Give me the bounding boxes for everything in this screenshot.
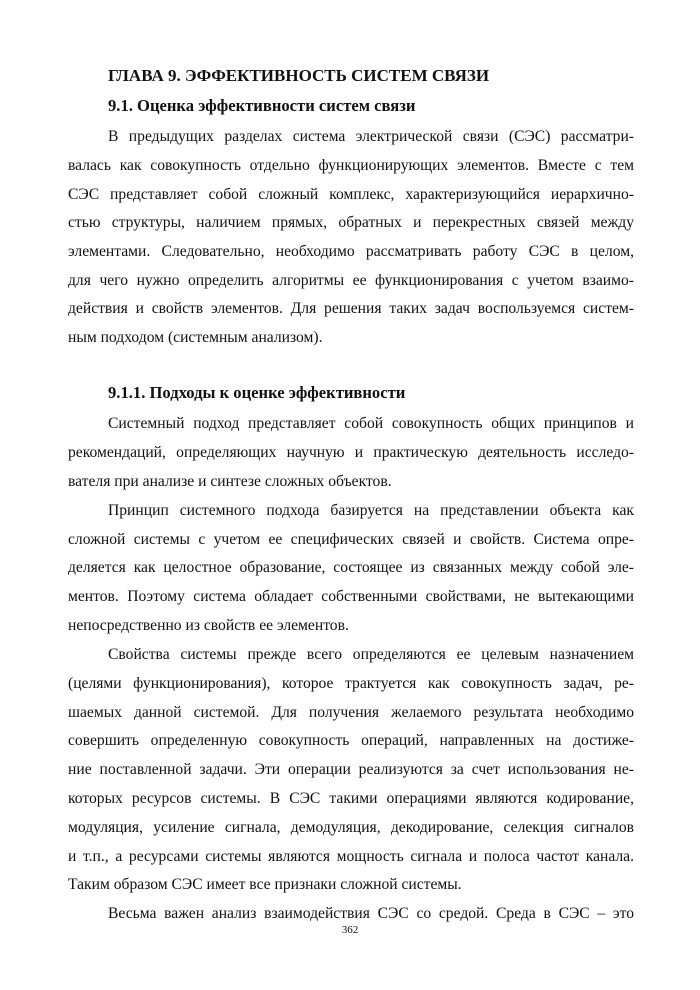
- paragraph-1-line-5: элементами. Следовательно, необходимо рассматривать работу СЭС в целом,: [68, 243, 634, 260]
- paragraph-1-line-7: действия и свойств элементов. Для решения таких задач воспользуемся систем-: [68, 300, 634, 317]
- paragraph-3-line-4: ментов. Поэтому система обладает собственными свойствами, не вытекающими: [68, 588, 634, 605]
- paragraph-4-line-8: и т.п., а ресурсами системы являются мощность сигнала и полоса частот канала.: [68, 848, 634, 865]
- paragraph-3-line-1: Принцип системного подхода базируется на представлении объекта как: [108, 502, 634, 519]
- paragraph-3-line-5: непосредственно из свойств ее элементов.: [68, 617, 349, 634]
- paragraph-5-line-1: Весьма важен анализ взаимодействия СЭС со средой. Среда в СЭС – это: [108, 905, 634, 922]
- section-title: 9.1. Оценка эффективности систем связи: [108, 96, 416, 115]
- paragraph-4-line-2: (целями функционирования), которое трактуется как совокупность задач, ре-: [68, 675, 634, 692]
- paragraph-2-line-2: рекомендаций, определяющих научную и практическую деятельность исследо-: [68, 444, 634, 461]
- subsection-title: 9.1.1. Подходы к оценке эффективности: [108, 383, 406, 402]
- paragraph-4-line-9: Таким образом СЭС имеет все признаки сложной системы.: [68, 876, 462, 893]
- paragraph-3-line-3: деляется как целостное образование, состоящее из связанных между собой эле-: [68, 559, 634, 576]
- paragraph-4-line-4: совершить определенную совокупность операций, направленных на достиже-: [68, 732, 634, 749]
- paragraph-2-line-1: Системный подход представляет собой совокупность общих принципов и: [108, 415, 634, 432]
- paragraph-4-line-7: модуляция, усиление сигнала, демодуляция, декодирование, селекция сигналов: [68, 819, 634, 836]
- paragraph-4-line-5: ние поставленной задачи. Эти операции реализуются за счет использования не-: [68, 761, 634, 778]
- paragraph-1-line-3: СЭС представляет собой сложный комплекс, характеризующийся иерархично-: [68, 186, 634, 203]
- paragraph-1-line-8: ным подходом (системным анализом).: [68, 329, 323, 346]
- paragraph-4-line-6: которых ресурсов системы. В СЭС такими операциями являются кодирование,: [68, 790, 634, 807]
- paragraph-1-line-1: В предыдущих разделах система электрической связи (СЭС) рассматри-: [108, 128, 634, 145]
- paragraph-1-line-6: для чего нужно определить алгоритмы ее функционирования с учетом взаимо-: [68, 272, 634, 289]
- paragraph-4-line-3: шаемых данной системой. Для получения желаемого результата необходимо: [68, 704, 634, 721]
- paragraph-1-line-4: стью структуры, наличием прямых, обратных и перекрестных связей между: [68, 214, 634, 231]
- page-number: 362: [341, 924, 359, 936]
- paragraph-4-line-1: Свойства системы прежде всего определяются ее целевым назначением: [108, 646, 634, 663]
- chapter-title: ГЛАВА 9. ЭФФЕКТИВНОСТЬ СИСТЕМ СВЯЗИ: [108, 66, 490, 85]
- paragraph-3-line-2: сложной системы с учетом ее специфических связей и свойств. Система опре-: [68, 531, 634, 548]
- paragraph-2-line-3: вателя при анализе и синтезе сложных объектов.: [68, 473, 392, 490]
- paragraph-1-line-2: валась как совокупность отдельно функционирующих элементов. Вместе с тем: [68, 157, 634, 174]
